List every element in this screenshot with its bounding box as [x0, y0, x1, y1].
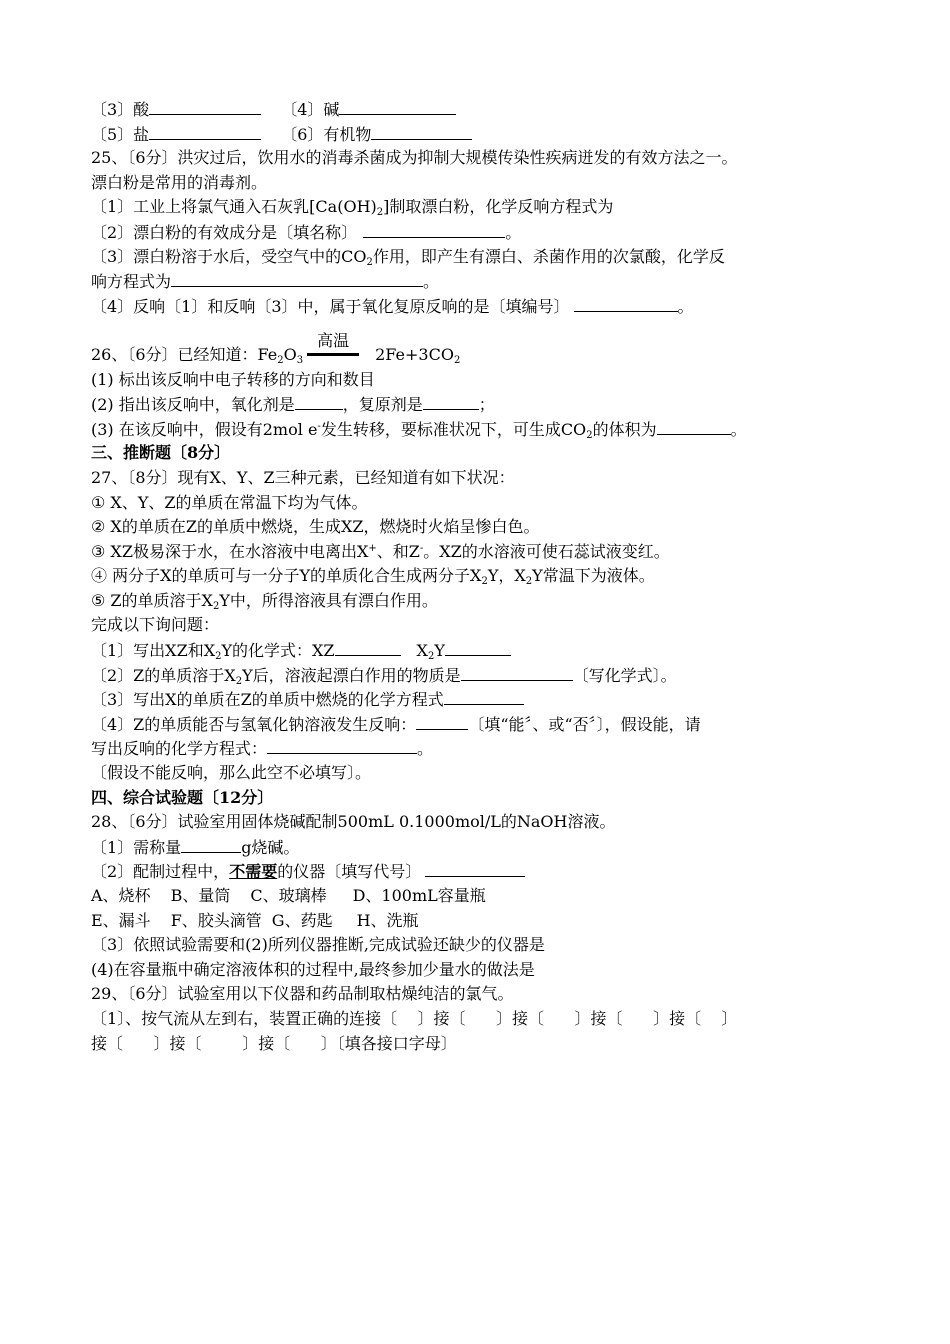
item-organic: 〔6〕有机物	[281, 124, 372, 144]
exam-page	[91, 97, 881, 1056]
reaction-condition: 高温	[305, 343, 361, 368]
q27-condition-4: ④ 两分子X的单质可与一分子Y的单质化合生成两分子$X_2Y$，$X_2Y$常温下为液体。	[91, 566, 655, 588]
blank-unneeded-instruments[interactable]	[425, 859, 525, 877]
blank-reductant[interactable]	[423, 392, 479, 410]
item-base: 〔4〕碱	[281, 100, 340, 119]
blank-organic[interactable]	[371, 122, 472, 140]
q27-condition-2: ② X的单质在Z的单质中燃烧，生成XZ，燃烧时火焰呈惨白色。	[91, 517, 540, 537]
q27-heading: 27、〔8分〕现有X、Y、Z三种元素，已经知道有如下状况：	[91, 467, 515, 487]
q28-part4: (4)在容量瓶中确定溶液体积的过程中,最终参加少量水的做法是	[91, 959, 535, 979]
line-acid-base	[91, 97, 881, 122]
q25-part2: 〔2〕漂白粉的有效成分是〔填名称〕 。	[91, 220, 881, 245]
q27-condition-5: ⑤ Z的单质溶于$X_2Y$中，所得溶液具有漂白作用。	[91, 590, 438, 612]
option-f: F、胶头滴管	[170, 910, 262, 930]
q29-part1: 〔1〕、按气流从左到右，装置正确的连接〔 〕接〔 〕接〔 〕接〔 〕接〔 〕	[91, 1008, 738, 1028]
q27-condition-1: ① X、Y、Z的单质在常温下均为气体。	[91, 492, 368, 512]
section-3-heading: 三、推断题〔8分〕	[91, 443, 231, 463]
option-c: C、玻璃棒	[250, 886, 327, 905]
option-b: B、量筒	[170, 886, 231, 905]
blank-oxidant[interactable]	[295, 392, 343, 410]
q27-part3: 〔3〕写出X的单质在Z的单质中燃烧的化学方程式	[91, 687, 881, 712]
q28-part1: 〔1〕需称量 g烧碱。	[91, 835, 881, 860]
q27-part4-note: 〔假设不能反响，那么此空不必填写〕。	[91, 763, 372, 783]
q25-part3: 〔3〕漂白粉溶于水后，受空气中的$CO_2$作用，即产生有漂白、杀菌作用的次氯酸，化学反	[91, 246, 725, 268]
q25-part1: 〔1〕工业上将氯气通入石灰乳$[Ca(OH)_2]$制取漂白粉，化学反响方程式为	[91, 197, 614, 219]
q27-condition-3: ③ XZ极易深于水，在水溶液中电离出X+、和Z-。XZ的水溶液可使石蕊试液变红。	[91, 541, 670, 561]
q25-heading-cont: 漂白粉是常用的消毒剂。	[91, 172, 268, 192]
q25-part4: 〔4〕反响〔1〕和反响〔3〕中，属于氧化复原反响的是〔填编号〕 。	[91, 294, 881, 319]
blank-x2y[interactable]	[445, 638, 511, 656]
q27-part4-cont: 写出反响的化学方程式： 。	[91, 736, 881, 761]
option-g: G、药匙	[271, 910, 333, 930]
blank-combustion-equation[interactable]	[444, 687, 524, 705]
q28-part2: 〔2〕配制过程中，不需要的仪器〔填写代号〕	[91, 859, 881, 884]
q29-part1-cont: 接〔 〕接〔 〕接〔 〕〔填各接口字母〕	[91, 1033, 457, 1053]
blank-xz[interactable]	[335, 638, 401, 656]
section-4-heading: 四、综合试验题〔12分〕	[91, 787, 274, 807]
blank-naoh-mass[interactable]	[181, 835, 241, 853]
blank-bleaching-substance[interactable]	[461, 663, 573, 681]
item-acid: 〔3〕酸	[91, 100, 150, 119]
item-salt: 〔5〕盐	[91, 124, 150, 144]
q27-ask: 完成以下询问题：	[91, 615, 220, 635]
option-d: D、100mL容量瓶	[352, 886, 486, 905]
blank-base[interactable]	[339, 97, 456, 115]
q29-heading: 29、〔6分〕试验室用以下仪器和药品制取枯燥纯洁的氯气。	[91, 984, 514, 1004]
option-e: E、漏斗	[91, 910, 151, 930]
blank-q25-2[interactable]	[363, 220, 505, 238]
q26-heading: 26、〔6分〕已经知道：$Fe_2O_3$ 高温 $2Fe+3CO_2$	[91, 330, 461, 366]
q25-part3-cont: 响方程式为 。	[91, 269, 881, 294]
blank-q25-3[interactable]	[171, 269, 423, 287]
q28-options-row2	[91, 909, 881, 934]
q28-part3: 〔3〕依照试验需要和(2)所列仪器推断,完成试验还缺少的仪器是	[91, 935, 545, 955]
blank-q25-4[interactable]	[574, 294, 678, 312]
q27-part4: 〔4〕Z的单质能否与氢氧化钠溶液发生反响： 〔填“能〞、或“否〞〕，假设能，请	[91, 712, 881, 737]
line-salt-organic	[91, 122, 881, 147]
q26-part3: (3) 在该反响中，假设有2mol e-发生转移，要标准状况下，可生成$CO_2$的体积为 。	[91, 417, 881, 442]
blank-co2-volume[interactable]	[657, 417, 731, 435]
q26-part2: (2) 指出该反响中，氧化剂是 ，复原剂是 ；	[91, 392, 881, 417]
q25-heading: 25、〔6分〕洪灾过后，饮用水的消毒杀菌成为抑制大规模传染性疾病迸发的有效方法之一。	[91, 148, 738, 168]
q28-options-row1	[91, 884, 881, 909]
option-h: H、洗瓶	[356, 910, 419, 930]
option-a: A、烧杯	[91, 886, 151, 905]
blank-salt[interactable]	[149, 122, 261, 140]
q28-heading: 28、〔6分〕试验室用固体烧碱配制500mL 0.1000mol/L的NaOH溶液。	[91, 812, 616, 832]
blank-can-react[interactable]	[416, 712, 468, 730]
blank-acid[interactable]	[149, 97, 261, 115]
q27-part2: 〔2〕Z的单质溶于$X_2Y$后，溶液起漂白作用的物质是 〔写化学式〕。	[91, 663, 881, 688]
blank-naoh-equation[interactable]	[267, 736, 417, 754]
q27-part1: 〔1〕写出XZ和$X_2Y$的化学式：XZ $X_2Y$	[91, 638, 881, 663]
q26-part1: (1) 标出该反响中电子转移的方向和数目	[91, 369, 375, 389]
